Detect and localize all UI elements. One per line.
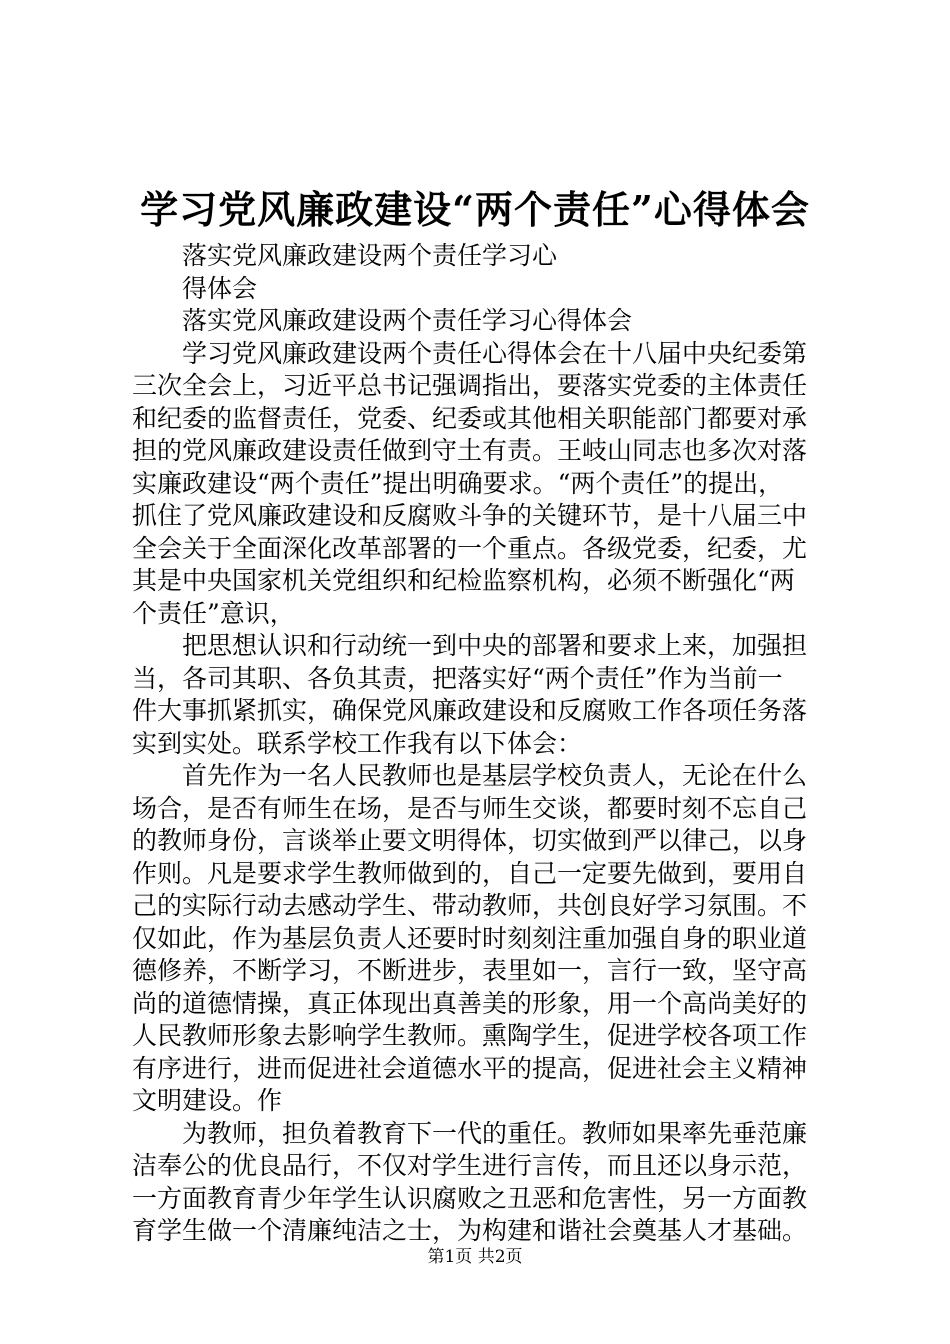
text-line: 其是中央国家机关党组织和纪检监察机构，必须不断强化“两 <box>132 566 795 595</box>
text-line: 得体会 <box>182 273 258 303</box>
text-line: 件大事抓紧抓实，确保党风廉政建设和反腐败工作各项任务落 <box>132 696 808 725</box>
text-line: 育学生做一个清廉纯洁之士，为构建和谐社会奠基人才基础。 <box>132 1216 808 1245</box>
page-footer: 第1页 共2页 <box>427 1247 523 1267</box>
text-line: 首先作为一名人民教师也是基层学校负责人，无论在什么 <box>182 761 808 790</box>
text-line: 尚的道德情操，真正体现出真善美的形象，用一个高尚美好的 <box>132 988 808 1018</box>
text-line: 仅如此，作为基层负责人还要时时刻刻注重加强自身的职业道 <box>132 923 808 953</box>
page-title: 学习党风廉政建设“两个责任”心得体会 <box>140 187 810 232</box>
text-line: 落实党风廉政建设两个责任学习心得体会 <box>182 306 633 335</box>
text-line: 场合，是否有师生在场，是否与师生交谈，都要时刻不忘自己 <box>132 793 808 823</box>
text-line: 一方面教育青少年学生认识腐败之丑恶和危害性，另一方面教 <box>132 1183 808 1213</box>
text-line: 洁奉公的优良品行，不仅对学生进行言传，而且还以身示范， <box>132 1151 808 1180</box>
text-line: 当，各司其职、各负其责，把落实好“两个责任”作为当前一 <box>132 663 783 693</box>
text-line: 为教师，担负着教育下一代的重任。教师如果率先垂范廉 <box>182 1118 808 1148</box>
text-line: 和纪委的监督责任，党委、纪委或其他相关职能部门都要对承 <box>132 403 808 433</box>
text-line: 三次全会上，习近平总书记强调指出，要落实党委的主体责任 <box>132 371 808 400</box>
text-line: 把思想认识和行动统一到中央的部署和要求上来，加强担 <box>182 631 808 660</box>
text-line: 德修养，不断学习，不断进步，表里如一，言行一致，坚守高 <box>132 956 808 985</box>
text-line: 实廉政建设“两个责任”提出明确要求。“两个责任”的提出， <box>132 468 784 498</box>
text-line: 学习党风廉政建设两个责任心得体会在十八届中央纪委第 <box>182 338 808 368</box>
text-line: 己的实际行动去感动学生、带动教师，共创良好学习氛围。不 <box>132 891 808 920</box>
text-line: 抓住了党风廉政建设和反腐败斗争的关键环节，是十八届三中 <box>132 501 808 530</box>
text-line: 作则。凡是要求学生教师做到的，自己一定要先做到，要用自 <box>132 858 808 888</box>
text-line: 落实党风廉政建设两个责任学习心 <box>182 241 558 270</box>
text-line: 担的党风廉政建设责任做到守土有责。王岐山同志也多次对落 <box>132 436 808 465</box>
text-line: 全会关于全面深化改革部署的一个重点。各级党委，纪委，尤 <box>132 533 808 563</box>
document-body <box>132 240 832 1248</box>
text-line: 的教师身份，言谈举止要文明得体，切实做到严以律己，以身 <box>132 826 808 855</box>
text-line: 文明建设。作 <box>132 1086 283 1115</box>
text-line: 有序进行，进而促进社会道德水平的提高，促进社会主义精神 <box>132 1053 808 1083</box>
text-line: 实到实处。联系学校工作我有以下体会： <box>132 728 583 758</box>
text-line: 人民教师形象去影响学生教师。熏陶学生，促进学校各项工作 <box>132 1021 808 1050</box>
text-line: 个责任”意识， <box>132 598 295 628</box>
